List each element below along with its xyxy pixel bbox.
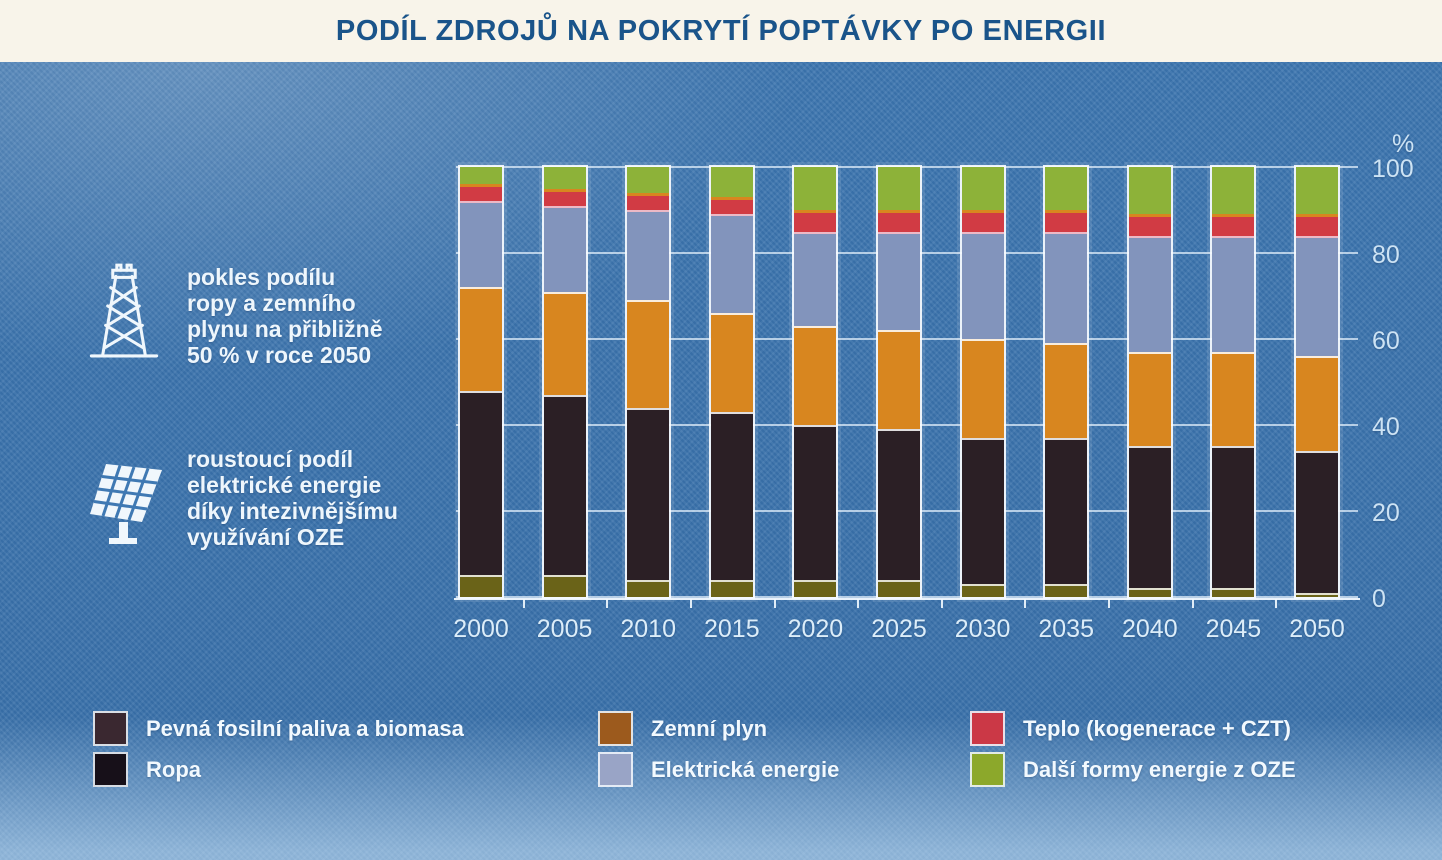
x-tick-label: 2005 <box>536 615 593 643</box>
page-title: PODÍL ZDROJŮ NA POKRYTÍ POPTÁVKY PO ENERGII <box>335 14 1107 47</box>
y-tick-label: 20 <box>1372 499 1400 527</box>
legend-label-res-other: Další formy energie z OZE <box>1023 756 1296 782</box>
bar-segment-oil <box>711 412 753 580</box>
legend-item-electricity <box>598 752 839 787</box>
x-axis-tick <box>606 599 608 608</box>
bar-segment-oil <box>627 408 669 580</box>
bar-segment-oil <box>878 429 920 580</box>
annotation-line: využívání OZE <box>187 524 345 550</box>
bar-segment-electricity <box>1212 236 1254 352</box>
bar-segment-oil <box>962 438 1004 584</box>
y-tick-label: 40 <box>1372 413 1400 441</box>
bar-segment-natural-gas <box>1296 356 1338 451</box>
x-axis-tick <box>690 599 692 608</box>
bar-segment-res-other <box>627 167 669 193</box>
bar-2030 <box>962 167 1004 597</box>
legend-swatch-electricity <box>598 752 633 787</box>
x-tick-label: 2020 <box>787 615 844 643</box>
bar-segment-natural-gas <box>711 313 753 412</box>
bar-segment-solid-fuels-biomass <box>878 580 920 597</box>
x-tick-label: 2045 <box>1205 615 1262 643</box>
x-tick-label: 2050 <box>1289 615 1345 643</box>
x-tick-label: 2035 <box>1038 615 1094 643</box>
bar-segment-res-other <box>460 167 502 184</box>
bar-segment-solid-fuels-biomass <box>627 580 669 597</box>
bar-segment-solid-fuels-biomass <box>711 580 753 597</box>
solar-panel-icon <box>80 450 170 553</box>
x-axis-tick <box>857 599 859 608</box>
legend-item-heat <box>970 711 1291 746</box>
bar-segment-natural-gas <box>1045 343 1087 438</box>
bar-segment-oil <box>544 395 586 576</box>
bar-segment-electricity <box>544 206 586 292</box>
bar-segment-res-other <box>878 167 920 210</box>
x-axis-tick <box>1192 599 1194 608</box>
legend-item-res-other <box>970 752 1296 787</box>
bar-2000 <box>460 167 502 597</box>
legend-item-natural-gas <box>598 711 767 746</box>
legend-swatch-heat <box>970 711 1005 746</box>
bar-segment-solid-fuels-biomass <box>794 580 836 597</box>
bar-segment-oil <box>1045 438 1087 584</box>
legend-label-oil: Ropa <box>146 756 201 782</box>
bar-2005 <box>544 167 586 597</box>
bar-segment-heat <box>794 210 836 232</box>
bar-2050 <box>1296 167 1338 597</box>
bar-segment-natural-gas <box>544 292 586 395</box>
bar-segment-heat <box>962 210 1004 232</box>
annotation-line: roustoucí podíl <box>187 446 354 472</box>
legend-item-solid-fuels-biomass <box>93 711 464 746</box>
bar-segment-solid-fuels-biomass <box>1212 588 1254 597</box>
bar-segment-electricity <box>1296 236 1338 356</box>
legend-label-heat: Teplo (kogenerace + CZT) <box>1023 715 1291 741</box>
bar-segment-solid-fuels-biomass <box>544 575 586 597</box>
bar-segment-natural-gas <box>1212 352 1254 447</box>
bar-segment-oil <box>1296 451 1338 593</box>
bar-segment-heat <box>1296 214 1338 236</box>
bar-segment-heat <box>1045 210 1087 232</box>
annotation-line: díky intezivnějšímu <box>187 498 398 524</box>
legend-label-natural-gas: Zemní plyn <box>651 715 768 741</box>
bar-segment-heat <box>544 189 586 206</box>
legend-label-electricity: Elektrická energie <box>651 756 840 782</box>
annotation-oil-gas <box>187 264 383 368</box>
bar-segment-natural-gas <box>962 339 1004 438</box>
legend-item-oil <box>93 752 201 787</box>
bar-segment-res-other <box>544 167 586 189</box>
bar-segment-electricity <box>627 210 669 300</box>
x-axis-line <box>454 598 1360 600</box>
annotation-line: plynu na přibližně <box>187 316 383 342</box>
bar-segment-natural-gas <box>878 330 920 429</box>
x-tick-label: 2010 <box>620 615 676 643</box>
bar-segment-electricity <box>962 232 1004 340</box>
legend-swatch-natural-gas <box>598 711 633 746</box>
bar-segment-oil <box>460 391 502 576</box>
bar-segment-electricity <box>1045 232 1087 344</box>
bar-segment-oil <box>1129 446 1171 588</box>
bar-segment-oil <box>794 425 836 580</box>
legend-label-solid-fuels-biomass: Pevná fosilní paliva a biomasa <box>146 715 464 741</box>
bar-2020 <box>794 167 836 597</box>
bar-segment-heat <box>1212 214 1254 236</box>
bar-segment-heat <box>878 210 920 232</box>
bar-segment-heat <box>1129 214 1171 236</box>
x-axis-tick <box>1108 599 1110 608</box>
bar-segment-res-other <box>962 167 1004 210</box>
x-axis-tick <box>1275 599 1277 608</box>
bar-2035 <box>1045 167 1087 597</box>
y-tick-label: 0 <box>1372 585 1386 613</box>
annotation-line: pokles podílu <box>187 264 336 290</box>
bar-segment-electricity <box>1129 236 1171 352</box>
x-tick-label: 2015 <box>703 615 760 643</box>
annotation-electricity-res <box>187 446 398 550</box>
bar-segment-heat <box>460 184 502 201</box>
bar-segment-oil <box>1212 446 1254 588</box>
annotation-line: 50 % v roce 2050 <box>187 342 372 368</box>
x-tick-label: 2000 <box>453 615 509 643</box>
x-tick-label: 2040 <box>1121 615 1178 643</box>
x-axis-tick <box>774 599 776 608</box>
x-tick-label: 2030 <box>954 615 1011 643</box>
bar-segment-solid-fuels-biomass <box>1045 584 1087 597</box>
bar-segment-solid-fuels-biomass <box>460 575 502 597</box>
legend-swatch-res-other <box>970 752 1005 787</box>
bar-segment-solid-fuels-biomass <box>962 584 1004 597</box>
bar-2045 <box>1212 167 1254 597</box>
annotation-line: ropy a zemního <box>187 290 356 316</box>
bar-2015 <box>711 167 753 597</box>
header <box>0 0 1442 62</box>
bar-segment-electricity <box>460 201 502 287</box>
bar-segment-res-other <box>1212 167 1254 214</box>
bar-segment-natural-gas <box>460 287 502 390</box>
y-tick-label: 80 <box>1372 241 1400 269</box>
bar-segment-heat <box>627 193 669 210</box>
y-tick-label: 100 <box>1372 155 1414 183</box>
bar-segment-solid-fuels-biomass <box>1296 593 1338 597</box>
y-axis-unit: % <box>1392 130 1415 158</box>
legend-swatch-solid-fuels-biomass <box>93 711 128 746</box>
bar-segment-electricity <box>711 214 753 313</box>
bar-segment-res-other <box>711 167 753 197</box>
legend-swatch-oil <box>93 752 128 787</box>
bar-segment-heat <box>711 197 753 214</box>
bar-segment-res-other <box>1045 167 1087 210</box>
y-tick-label: 60 <box>1372 327 1400 355</box>
bar-segment-res-other <box>1296 167 1338 214</box>
x-axis-tick <box>941 599 943 608</box>
oil-derrick-icon <box>88 258 160 365</box>
bar-segment-natural-gas <box>627 300 669 408</box>
x-tick-label: 2025 <box>871 615 927 643</box>
bar-segment-electricity <box>878 232 920 331</box>
bar-segment-res-other <box>794 167 836 210</box>
bar-2010 <box>627 167 669 597</box>
annotation-line: elektrické energie <box>187 472 382 498</box>
bar-segment-res-other <box>1129 167 1171 214</box>
bar-2040 <box>1129 167 1171 597</box>
bar-segment-natural-gas <box>794 326 836 425</box>
bar-segment-solid-fuels-biomass <box>1129 588 1171 597</box>
bar-2025 <box>878 167 920 597</box>
x-axis-tick <box>523 599 525 608</box>
bar-segment-natural-gas <box>1129 352 1171 447</box>
x-axis-tick <box>1024 599 1026 608</box>
bar-segment-electricity <box>794 232 836 327</box>
